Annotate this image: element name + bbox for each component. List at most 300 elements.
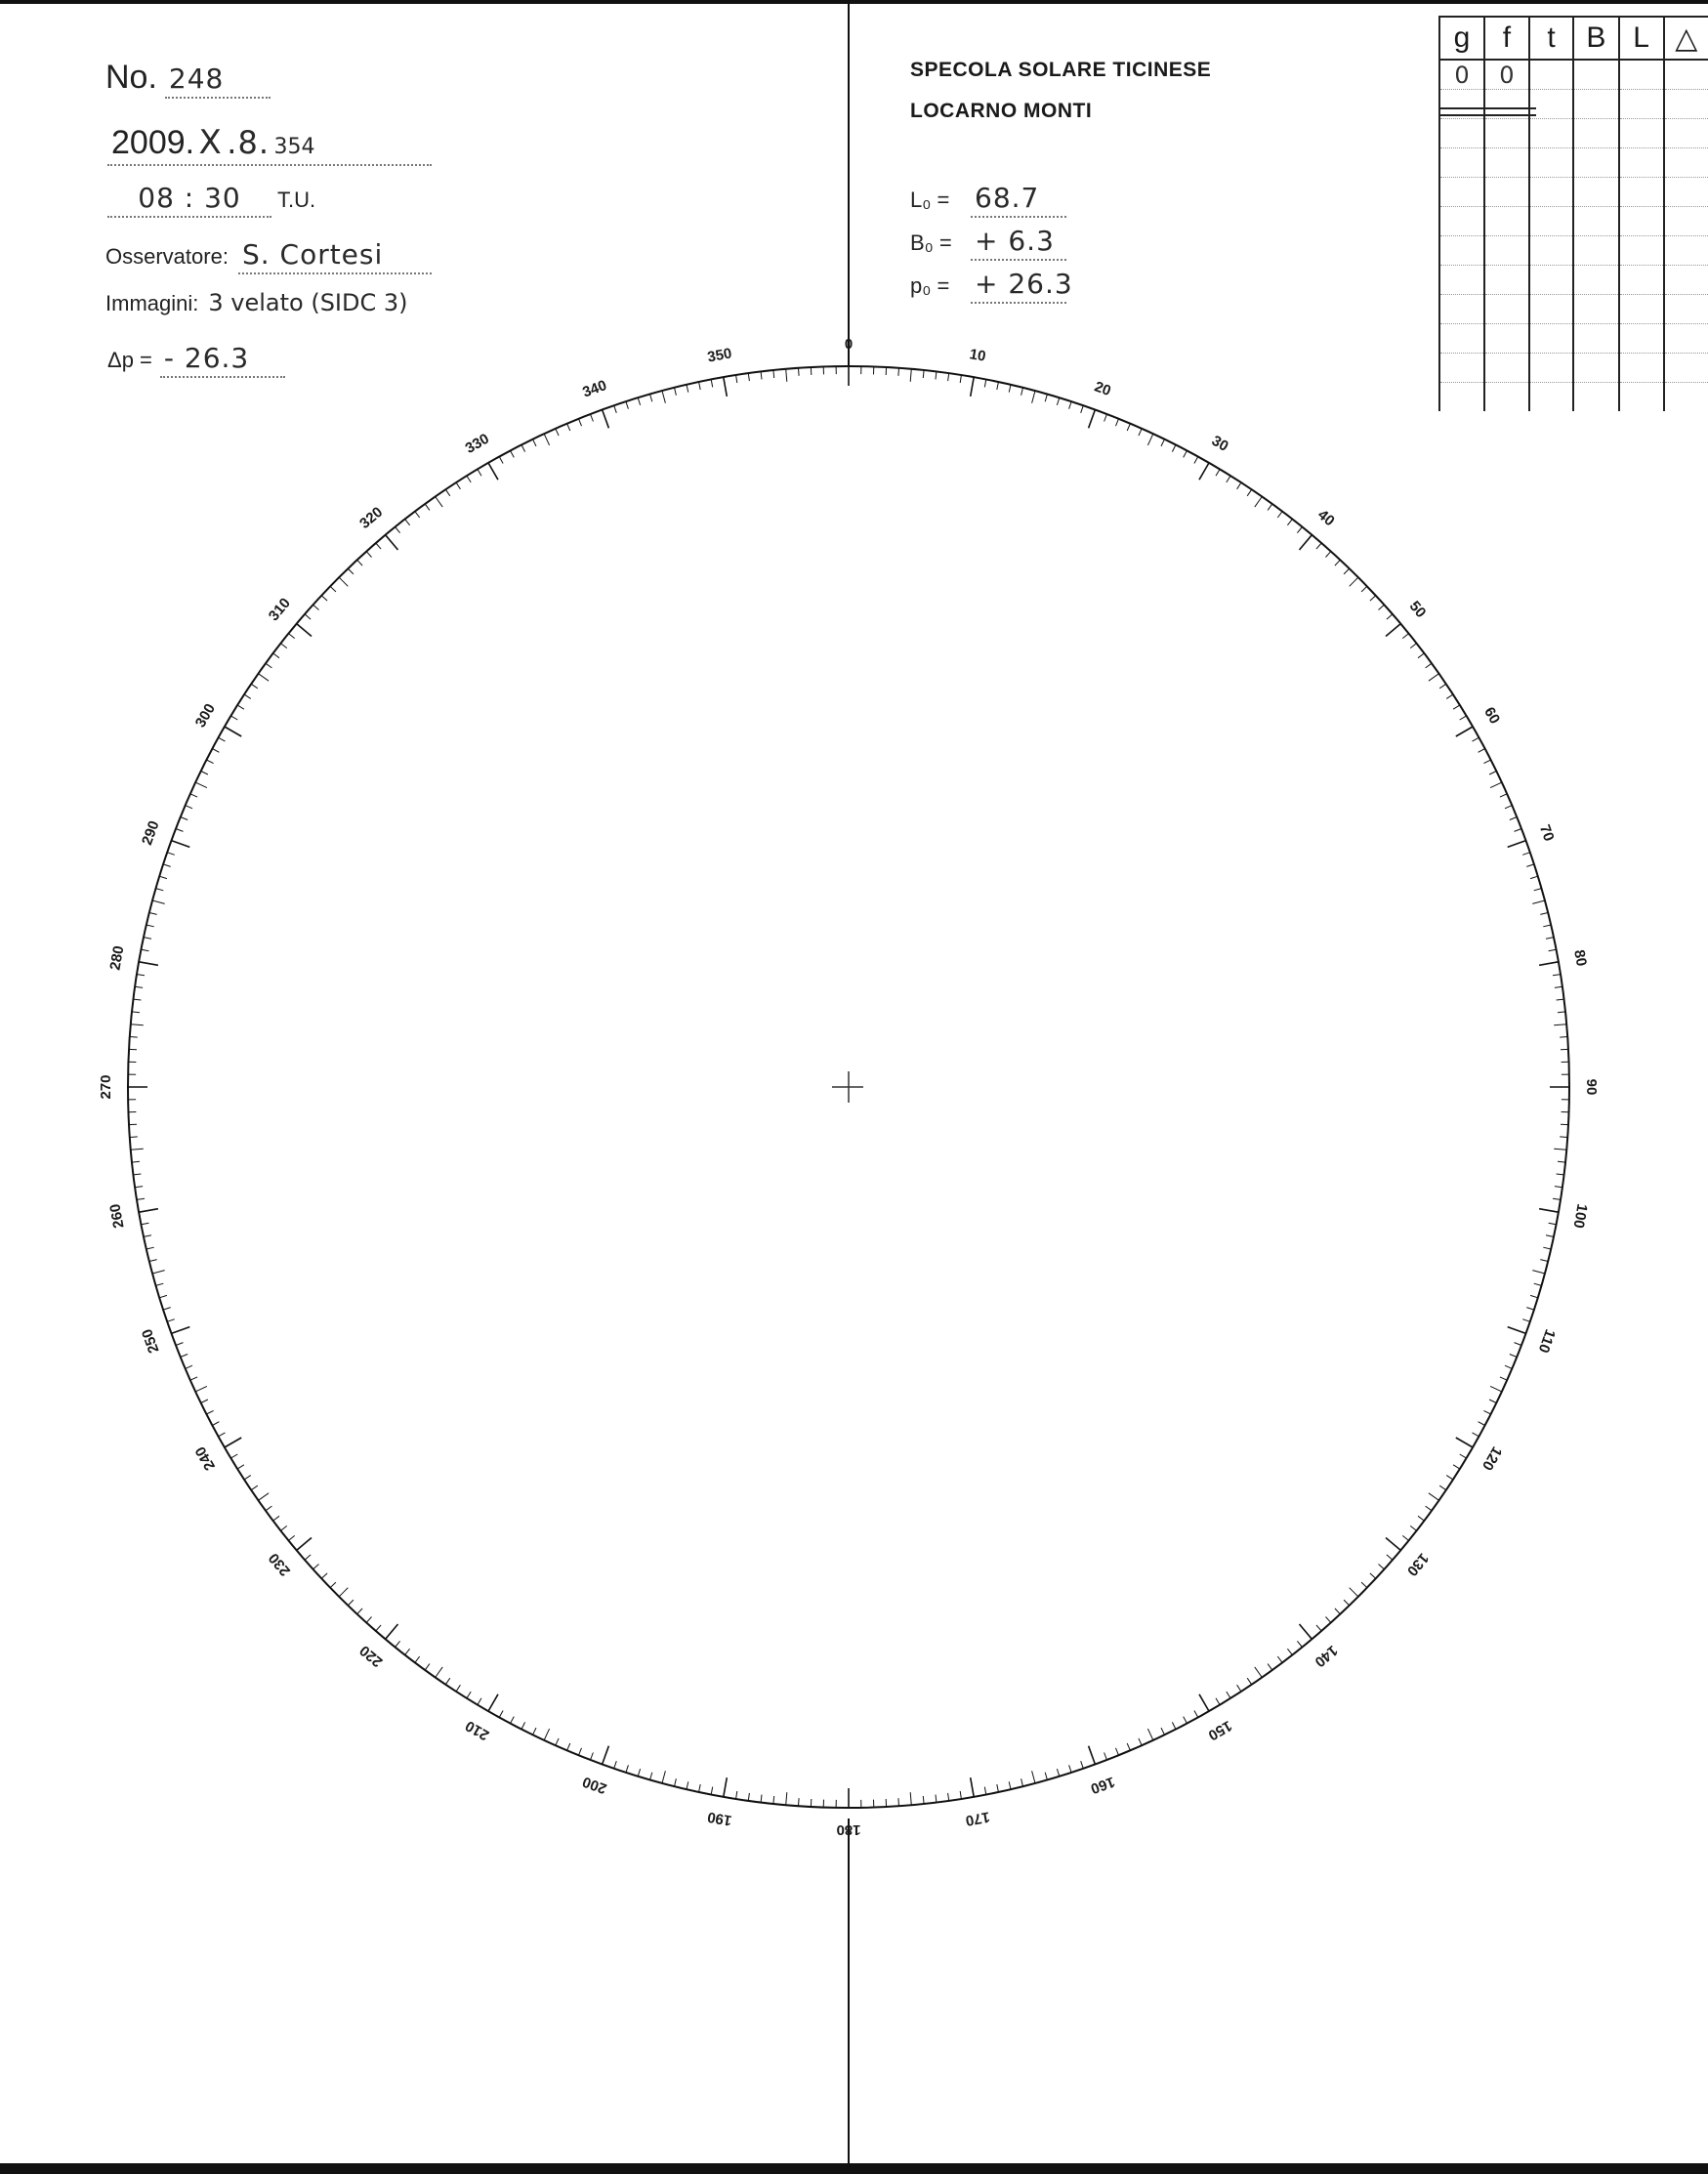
dial-tick [488,1694,498,1711]
dial-label: 130 [1403,1549,1433,1579]
dial-tick [1532,900,1545,903]
ephemeris-B0-label: B₀ = [910,230,952,255]
dial-tick [1139,429,1142,436]
dial-tick [650,395,652,402]
dial-tick [591,414,594,422]
dial-tick [1446,1476,1453,1480]
dial-tick [1237,1685,1241,1692]
dial-tick [662,391,665,403]
dial-tick [1194,457,1198,464]
dial-tick [415,1656,420,1662]
dial-label: 350 [706,345,733,366]
dial-tick [1069,401,1072,409]
dial-tick [699,382,701,390]
dial-tick [1255,497,1263,508]
dial-tick [1526,1308,1534,1311]
dial-tick [339,577,348,586]
dial-tick [1505,806,1512,809]
dial-tick [1009,385,1011,393]
ephemeris-p0-value: + 26.3 [971,268,1066,304]
dial-tick [289,1535,295,1540]
dial-tick [1297,527,1302,533]
dial-tick [1515,1343,1522,1346]
dial-tick [467,476,471,482]
dial-tick [1335,1609,1340,1614]
dial-tick [799,1798,800,1806]
dial-tick [1483,760,1490,764]
dial-tick [415,512,420,518]
date-day: .8. [227,124,270,161]
column-t: t [1529,17,1573,60]
dial-tick [1540,913,1548,915]
dial-tick [1161,439,1165,446]
dial-tick [289,634,295,639]
dial-tick [1021,388,1023,396]
dial-tick [521,1722,525,1729]
dial-tick [1147,1729,1153,1740]
dial-tick [1172,444,1176,451]
dial-tick [1479,749,1485,753]
dial-tick [614,405,617,413]
dial-tick [1161,1728,1165,1735]
dial-tick [556,429,559,436]
dial-tick [1453,705,1460,709]
dial-tick [348,568,354,574]
images-label: Immagini: [105,291,199,315]
dial-tick [305,1555,311,1560]
dial-tick [156,1283,164,1285]
dial-tick [499,457,503,464]
dial-tick [230,716,237,720]
dial-tick [675,1778,677,1786]
dial-tick [172,841,190,848]
delta-p-label: Δp = [107,348,152,372]
dial-tick [132,1161,140,1162]
dial-tick [297,624,312,637]
column-B: B [1573,17,1618,60]
dial-tick [1546,938,1554,940]
dial-tick [137,1198,145,1199]
dial-tick [405,1649,410,1654]
dial-tick [159,876,167,878]
dial-tick [330,1582,336,1588]
dial-tick [159,1295,167,1297]
dial-tick [786,1792,787,1805]
dial-tick [1555,986,1562,987]
dial-label: 140 [1311,1642,1341,1671]
dial-tick [1227,1692,1230,1698]
dial-tick [1555,1187,1562,1188]
dial-tick [948,373,949,381]
images-value: 3 velato (SIDC 3) [208,289,408,316]
dial-tick [603,1746,609,1765]
dial-label: 320 [356,503,387,532]
dial-tick [201,772,208,775]
dial-tick [544,1729,550,1740]
dial-tick [1287,519,1292,524]
dial-tick [1199,1694,1209,1711]
dial-tick [626,401,629,409]
dial-tick [135,1187,143,1188]
dial-tick [1379,605,1385,609]
dial-tick [1184,450,1187,457]
dial-tick [405,519,410,524]
dial-label: 60 [1480,704,1504,728]
dial-tick [910,369,911,382]
dial-tick [1500,794,1507,797]
dial-tick [280,1526,286,1530]
dial-label: 150 [1205,1717,1235,1744]
institution-name: SPECOLA SOLARE TICINESE [910,59,1212,81]
dial-tick [1386,1538,1400,1551]
dial-tick [1335,560,1340,565]
dial-tick [219,737,226,741]
dial-tick [591,1753,594,1761]
dial-tick [1553,1198,1561,1199]
dial-label: 20 [1092,378,1113,400]
dial-tick [1554,1024,1566,1025]
dial-label: 10 [968,346,987,365]
dial-tick [348,1600,354,1606]
dial-tick [533,439,537,446]
dial-tick [1127,1743,1130,1750]
dial-tick [1268,1664,1272,1671]
dial-tick [1089,410,1096,429]
dial-label: 300 [191,700,219,731]
dial-label: 250 [139,1326,163,1356]
dial-tick [425,504,430,511]
dial-tick [134,1174,142,1175]
dial-tick [748,1793,749,1801]
dial-tick [467,1692,471,1698]
dial-tick [1057,1769,1059,1777]
dial-tick [898,368,899,376]
dial-tick [1543,925,1551,927]
dial-tick [724,1777,728,1797]
column-f: f [1484,17,1529,60]
dial-tick [1081,1761,1084,1769]
dial-tick [1515,829,1522,832]
dial-tick [799,368,800,376]
dial-tick [1522,853,1530,856]
dial-label: 50 [1405,598,1430,622]
dial-tick [152,900,165,903]
dial-label: 100 [1569,1202,1591,1230]
dial-tick [357,560,362,565]
dial-tick [567,1743,570,1750]
dial-tick [662,1771,665,1783]
dial-tick [163,1308,171,1311]
dial-tick [1460,1454,1467,1458]
dial-tick [1387,1555,1393,1560]
dial-tick [711,380,713,388]
dial-tick [773,1796,774,1804]
dial-tick [761,372,762,380]
dial-tick [1426,1506,1433,1511]
dial-tick [650,1773,652,1780]
dial-tick [445,489,450,496]
dial-tick [1508,841,1526,848]
dial-tick [1489,1400,1496,1403]
dial-tick [699,1784,701,1792]
dial-tick [1418,1516,1424,1521]
dial-tick [142,1223,149,1225]
dial-label: 90 [1583,1078,1601,1096]
dial-tick [533,1728,537,1735]
dial-tick [225,1438,241,1447]
dial-tick [1446,694,1453,698]
dial-tick [1361,586,1367,592]
dial-tick [511,1717,515,1724]
dial-tick [1532,1271,1545,1274]
observer-value: S. Cortesi [238,238,432,274]
dial-tick [1021,1778,1023,1786]
dial-tick [1104,1753,1107,1761]
dial-tick [357,1609,362,1614]
dial-tick [142,949,149,951]
column-L: L [1619,17,1664,60]
dial-tick [181,1355,188,1358]
dial-tick [936,372,937,380]
date-year: 2009. [111,124,195,161]
dial-tick [1045,395,1047,402]
dial-tick [167,1319,175,1322]
dial-tick [1326,1617,1331,1623]
dial-tick [259,674,270,682]
dial-tick [960,1791,961,1799]
dial-tick [1009,1781,1011,1789]
dial-label: 190 [706,1808,733,1829]
delta-p-value: - 26.3 [160,342,285,378]
dial-tick [313,605,319,609]
dial-tick [1402,634,1408,639]
cell-f: 0 [1484,60,1529,90]
dial-tick [1508,1327,1526,1334]
dial-tick [1560,1137,1567,1138]
dial-tick [176,829,184,832]
time-value: 08 : 30 [107,182,271,218]
dial-tick [230,1454,237,1458]
dial-tick [910,1792,911,1805]
dial-tick [1490,782,1502,788]
dial-tick [1534,1283,1542,1285]
dial-tick [186,806,192,809]
dial-tick [212,1422,219,1426]
dial-tick [266,663,272,668]
dial-tick [1127,424,1130,431]
dial-tick [1557,1174,1564,1175]
dial-tick [984,380,986,388]
dial-tick [1287,1649,1292,1654]
dial-tick [130,1037,138,1038]
dial-tick [1139,1738,1142,1745]
dial-tick [1184,1717,1187,1724]
dial-tick [366,1617,371,1623]
dial-tick [1316,1625,1321,1631]
dial-tick [1116,419,1119,427]
dial-tick [1500,1377,1507,1380]
dial-tick [1069,1765,1072,1773]
dial-tick [237,705,244,709]
dial-tick [130,1137,138,1138]
dial-tick [163,864,171,867]
dial-label: 0 [844,335,854,353]
dial-label: 330 [462,430,492,457]
dial-tick [1277,512,1282,518]
ephemeris-B0-value: + 6.3 [971,225,1066,261]
dial-tick [1429,1493,1439,1501]
dial-tick [1453,1465,1460,1469]
dial-tick [786,369,787,382]
dial-tick [244,1476,251,1480]
dial-tick [1194,1711,1198,1718]
dial-tick [396,527,400,533]
dial-tick [152,1271,165,1274]
dial-tick [266,1506,272,1511]
dial-tick [1316,543,1321,549]
dial-tick [201,1400,208,1403]
dial-tick [1227,476,1230,482]
dial-tick [1089,1746,1096,1765]
dial-tick [675,388,677,396]
dial-tick [898,1798,899,1806]
dial-tick [736,1791,737,1799]
dial-tick [1387,614,1393,619]
dial-label: 240 [191,1443,219,1474]
dial-tick [1522,1319,1530,1322]
dial-tick [1386,624,1400,637]
ephemeris-L0-value: 68.7 [971,182,1066,218]
dial-tick [1473,1433,1479,1437]
dial-tick [1172,1722,1176,1729]
dial-tick [1558,1161,1565,1162]
dial-label: 230 [265,1549,294,1579]
dial-tick [259,1493,270,1501]
dial-tick [1216,469,1220,476]
dial-tick [190,1377,197,1380]
dial-tick [1489,772,1496,775]
dial-tick [273,1516,279,1521]
dial-tick [139,1209,158,1213]
dial-tick [297,1538,312,1551]
dial-tick [190,794,197,797]
dial-tick [724,377,728,397]
dial-tick [137,975,145,976]
dial-tick [436,1667,443,1678]
dial-label: 210 [462,1717,492,1744]
dial-tick [761,1795,762,1803]
dial-tick [1379,1565,1385,1569]
dial-tick [1539,1209,1559,1213]
date-month: X [198,123,223,162]
number-value: 248 [165,63,271,99]
dial-tick [1549,949,1557,951]
dial-tick [1473,737,1479,741]
dial-tick [1277,1656,1282,1662]
dial-tick [1546,1235,1554,1237]
dial-tick [321,1573,327,1578]
dial-tick [1560,1037,1567,1038]
dial-tick [1057,397,1059,405]
observer-label: Osservatore: [105,244,229,269]
dial-tick [984,1787,986,1795]
dial-tick [1534,889,1542,891]
dial-label: 280 [106,944,128,972]
dial-tick [1456,1438,1473,1447]
dial-tick [225,727,241,736]
dial-tick [376,543,381,549]
dial-tick [1344,568,1350,574]
dial-tick [1490,1386,1502,1392]
dial-tick [997,1784,999,1792]
dial-tick [544,434,550,445]
dial-tick [478,469,481,476]
dial-tick [1297,1641,1302,1647]
dial-tick [445,1678,450,1685]
dial-tick [144,938,151,940]
dial-tick [456,482,460,489]
dial-tick [132,1012,140,1013]
dial-tick [1410,644,1416,648]
dial-tick [339,1588,348,1597]
dial-tick [1479,1422,1485,1426]
dial-tick [195,782,207,788]
dial-tick [567,424,570,431]
dial-tick [603,410,609,429]
dial-tick [997,382,999,390]
dial-tick [195,1386,207,1392]
dial-tick [1483,1410,1490,1414]
dial-tick [1344,1600,1350,1606]
dial-tick [1460,716,1467,720]
dial-tick [1554,1149,1566,1150]
dial-tick [149,1260,157,1262]
dial-tick [237,1465,244,1469]
dial-tick [960,375,961,383]
dial-label: 260 [106,1202,128,1230]
ephemeris-p0-label: p₀ = [910,273,950,298]
dial-tick [773,370,774,378]
dial-tick [1032,391,1035,403]
dial-tick [212,749,219,753]
dial-tick [1557,999,1564,1000]
number-label: No. [105,59,157,96]
dial-tick [244,694,251,698]
time-unit: T.U. [277,188,316,212]
dial-tick [687,1781,688,1789]
dial-tick [971,377,975,397]
dial-label: 160 [1088,1773,1117,1797]
dial-tick [948,1793,949,1801]
dial-tick [321,596,327,601]
dial-tick [139,962,158,966]
dial-tick [971,1777,975,1797]
dial-tick [1350,1588,1358,1597]
dial-tick [1081,405,1084,413]
dial-tick [181,817,188,820]
dial-tick [687,385,688,393]
dial-tick [1104,414,1107,422]
dial-tick [186,1365,192,1368]
dial-tick [711,1787,713,1795]
dial-label: 40 [1313,506,1338,530]
dial-tick [280,644,286,648]
dial-tick [478,1698,481,1705]
dial-tick [1553,975,1561,976]
cell-g: 0 [1439,60,1484,90]
dial-tick [134,999,142,1000]
ephemeris-L0-label: L₀ = [910,188,950,212]
